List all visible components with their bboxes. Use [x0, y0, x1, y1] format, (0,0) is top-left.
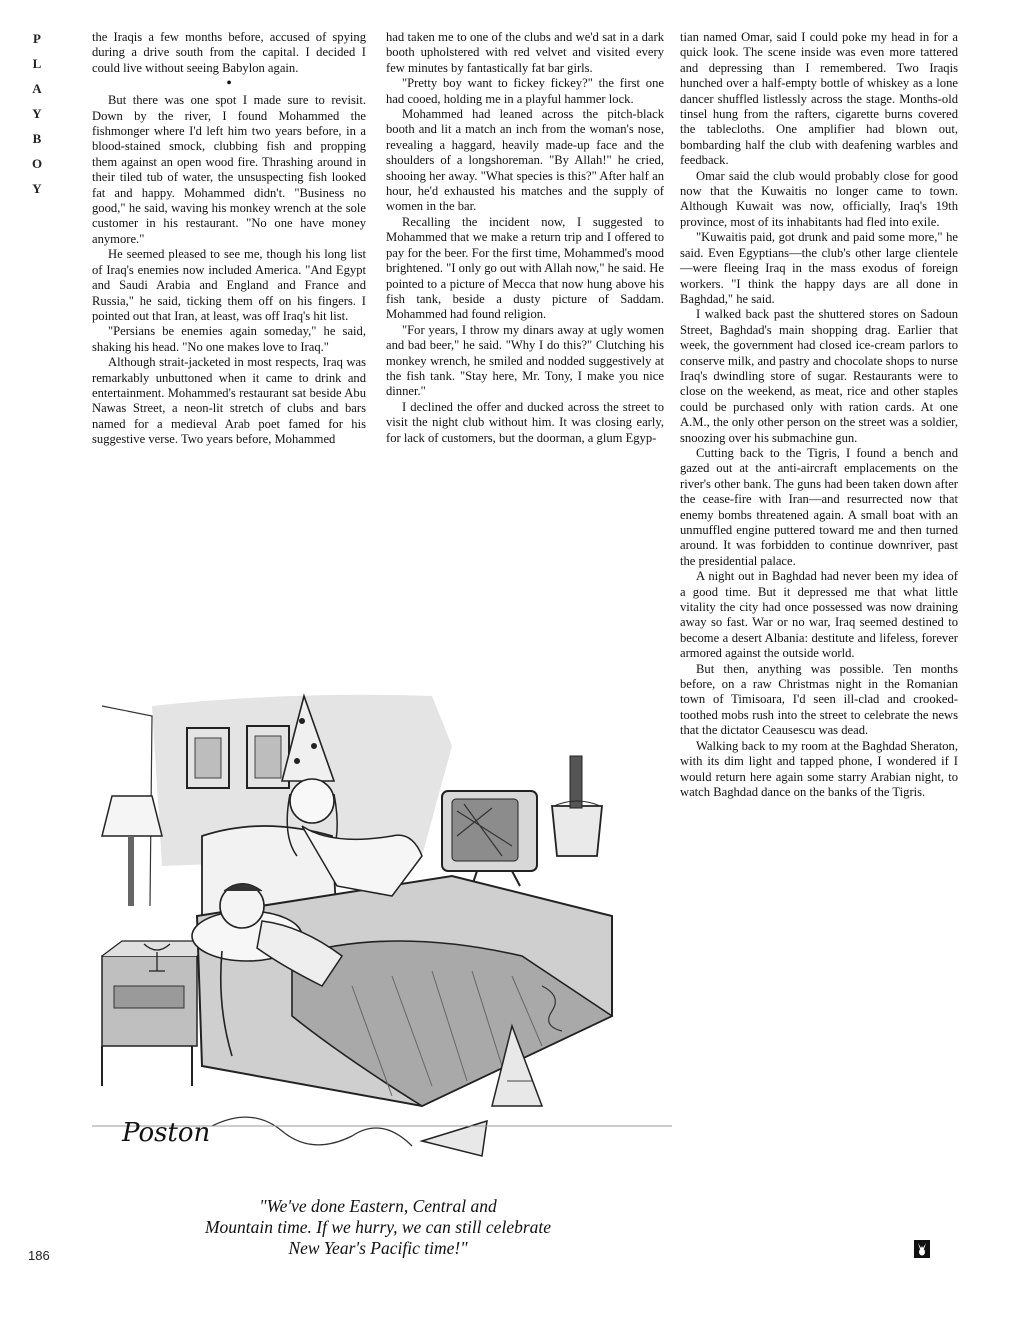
caption-line: "We've done Eastern, Central and — [259, 1196, 497, 1216]
paragraph: Although strait-jacketed in most respects, Iraq was remarkably unbuttoned when it came to drink and entertainment. Mohammed's restaurant sat beside Abu Nawas Street, a neon-lit stretch of clubs and bars named for a medieval Arab poet famed for his suggestive verse. Two years before, Mohammed — [92, 355, 366, 447]
television — [442, 791, 537, 886]
paragraph: He seemed pleased to see me, though his long list of Iraq's enemies now included America. "And Egypt and Saudi Arabia and England and France and Russia," he said, ticking them off on his fingers. I pointed out that Iran, at least, was off Iraq's hit list. — [92, 247, 366, 323]
sidebar-letter: Y — [32, 181, 42, 196]
paragraph: "Persians be enemies again someday," he said, shaking his head. "No one makes love to Iraq." — [92, 324, 366, 354]
artist-signature: Poston — [122, 1118, 211, 1148]
paragraph: the Iraqis a few months before, accused of spying during a drive south from the capital. I decided I could live without seeing Babylon again. — [92, 30, 366, 75]
page-number: 186 — [28, 1248, 50, 1263]
paragraph: Cutting back to the Tigris, I found a bench and gazed out at the anti-aircraft emplacements on the river's other bank. The guns had been taken down after the cease-fire with Iran—and resurrected now that enemy bombs threatened again. A small boat with an unmuffled engine puttered toward me and then turned around. It was forbidden to continue downriver, past the presidential palace. — [680, 445, 958, 568]
paragraph: Omar said the club would probably close for good now that the Kuwaitis no longer came to town. Although Kuwait was now, officially, Iraq's 19th province, most of its inhabitants had fled into exile. — [680, 168, 958, 229]
paragraph: "For years, I throw my dinars away at ugly women and bad beer," he said. "Why I do this?" Clutching his monkey wrench, he smiled and nodded suggestively at the fish tank. "Stay here, Mr. Tony, I make you nice dinner." — [386, 322, 664, 399]
cartoon-drawing — [92, 686, 672, 1186]
cartoon-illustration — [92, 686, 672, 1186]
magazine-name-vertical — [26, 26, 48, 201]
sidebar-letter: L — [32, 56, 42, 71]
article-column-3 — [680, 30, 958, 800]
cartoon-caption — [138, 1196, 618, 1259]
sidebar-letter: Y — [32, 106, 42, 121]
paragraph: But there was one spot I made sure to revisit. Down by the river, I found Mohammed the fishmonger where I'd left him two years before, in a blood-stained smock, clubbing fish and propping them against an open wood fire. Thrashing around in their tiled tub of water, the unsuspecting fish looked fat and happy. Mohammed didn't. "Business no good," he said, waving his monkey wrench at the sole customer in his restaurant. "No one have money anymore." — [92, 93, 366, 246]
paragraph: "Kuwaitis paid, got drunk and paid some more," he said. Even Egyptians—the club's other large clientele—were fleeing Iraq in the mass exodus of foreign workers. "I think the happy days are all done in Baghdad," he said. — [680, 230, 958, 306]
sidebar-letter: O — [31, 156, 43, 171]
paragraph: "Pretty boy want to fickey fickey?" the first one had cooed, holding me in a playful hammer lock. — [386, 76, 664, 106]
paragraph: Mohammed had leaned across the pitch-black booth and lit a match an inch from the woman's nose, revealing a haggard, heavily made-up face and the shoulders of a longshoreman. "By Allah!" he cried, shooing her away. "What species is this?" After half an hour, he'd exhausted his matches and the supply of women in the bar. — [386, 107, 664, 214]
paragraph: I declined the offer and ducked across the street to visit the night club without him. It was closing early, for lack of customers, but the doorman, a glum Egyp- — [386, 399, 664, 445]
section-separator: • — [226, 75, 232, 93]
paragraph: A night out in Baghdad had never been my idea of a good time. But it depressed me that what little vitality the city had once possessed was now draining away so fast. War or no war, Iraq seemed destined to become a desert Albania: destitute and lifeless, forever armored against the outside world. — [680, 569, 958, 661]
sidebar-letter: B — [32, 131, 42, 146]
article-column-1 — [92, 30, 366, 448]
caption-line: Mountain time. If we hurry, we can still celebrate — [204, 1217, 552, 1237]
paragraph: But then, anything was possible. Ten months before, on a raw Christmas night in the Romanian town of Timisoara, I'd seen ill-clad and crooked-toothed mobs rush into the street to celebrate the news that the dictator Ceausescu was dead. — [680, 661, 958, 738]
sidebar-letter: A — [32, 81, 42, 96]
paragraph: Recalling the incident now, I suggested to Mohammed that we make a return trip and I offered to pay for the beer. For the first time, Mohammed's mood brightened. "I only go out with Allah now," he said. He pointed to a picture of Mecca that now hung above his fish tank, beside a dusty picture of Saddam. Mohammed had found religion. — [386, 214, 664, 322]
sidebar-letter: P — [33, 31, 41, 46]
bedside-lamp — [102, 796, 162, 906]
streamer — [212, 1117, 412, 1146]
caption-line: New Year's Pacific time!" — [288, 1238, 468, 1258]
paragraph: tian named Omar, said I could poke my head in for a quick look. The scene inside was even more tattered and depressing than I remembered. Two Iraqis hunched over a half-empty bottle of whiskey as a lone dancer shuffled listlessly across the stage. Months-old tinsel hung from the rafters, cigarette burns covered the tablecloths. One amplifier had blown out, bombarding half the club with deafening warbles and feedback. — [680, 30, 958, 168]
paragraph: had taken me to one of the clubs and we'd sat in a dark booth upholstered with red velvet and visited every few minutes by fantastically fat bar girls. — [386, 30, 664, 75]
ice-bucket — [552, 756, 602, 856]
article-column-2 — [386, 30, 664, 446]
paragraph: Walking back to my room at the Baghdad Sheraton, with its dim light and tapped phone, I wondered if I would return here again some starry Arabian night, to watch Baghdad dance on the banks of the Tigris. — [680, 738, 958, 799]
paragraph: I walked back past the shuttered stores on Sadoun Street, Baghdad's main shopping drag. Earlier that week, the government had closed ice-cream parlors to conserve milk, and pastry and chocolate shops to nurse Iraq's dwindling store of sugar. Restaurants were to close on the weekend, as meat, rice and other staples could be purchased only with ration cards. At one A.M., the only other person on the street was a soldier, snoozing over his submachine gun. — [680, 307, 958, 445]
rabbit-head-icon — [914, 1240, 930, 1258]
